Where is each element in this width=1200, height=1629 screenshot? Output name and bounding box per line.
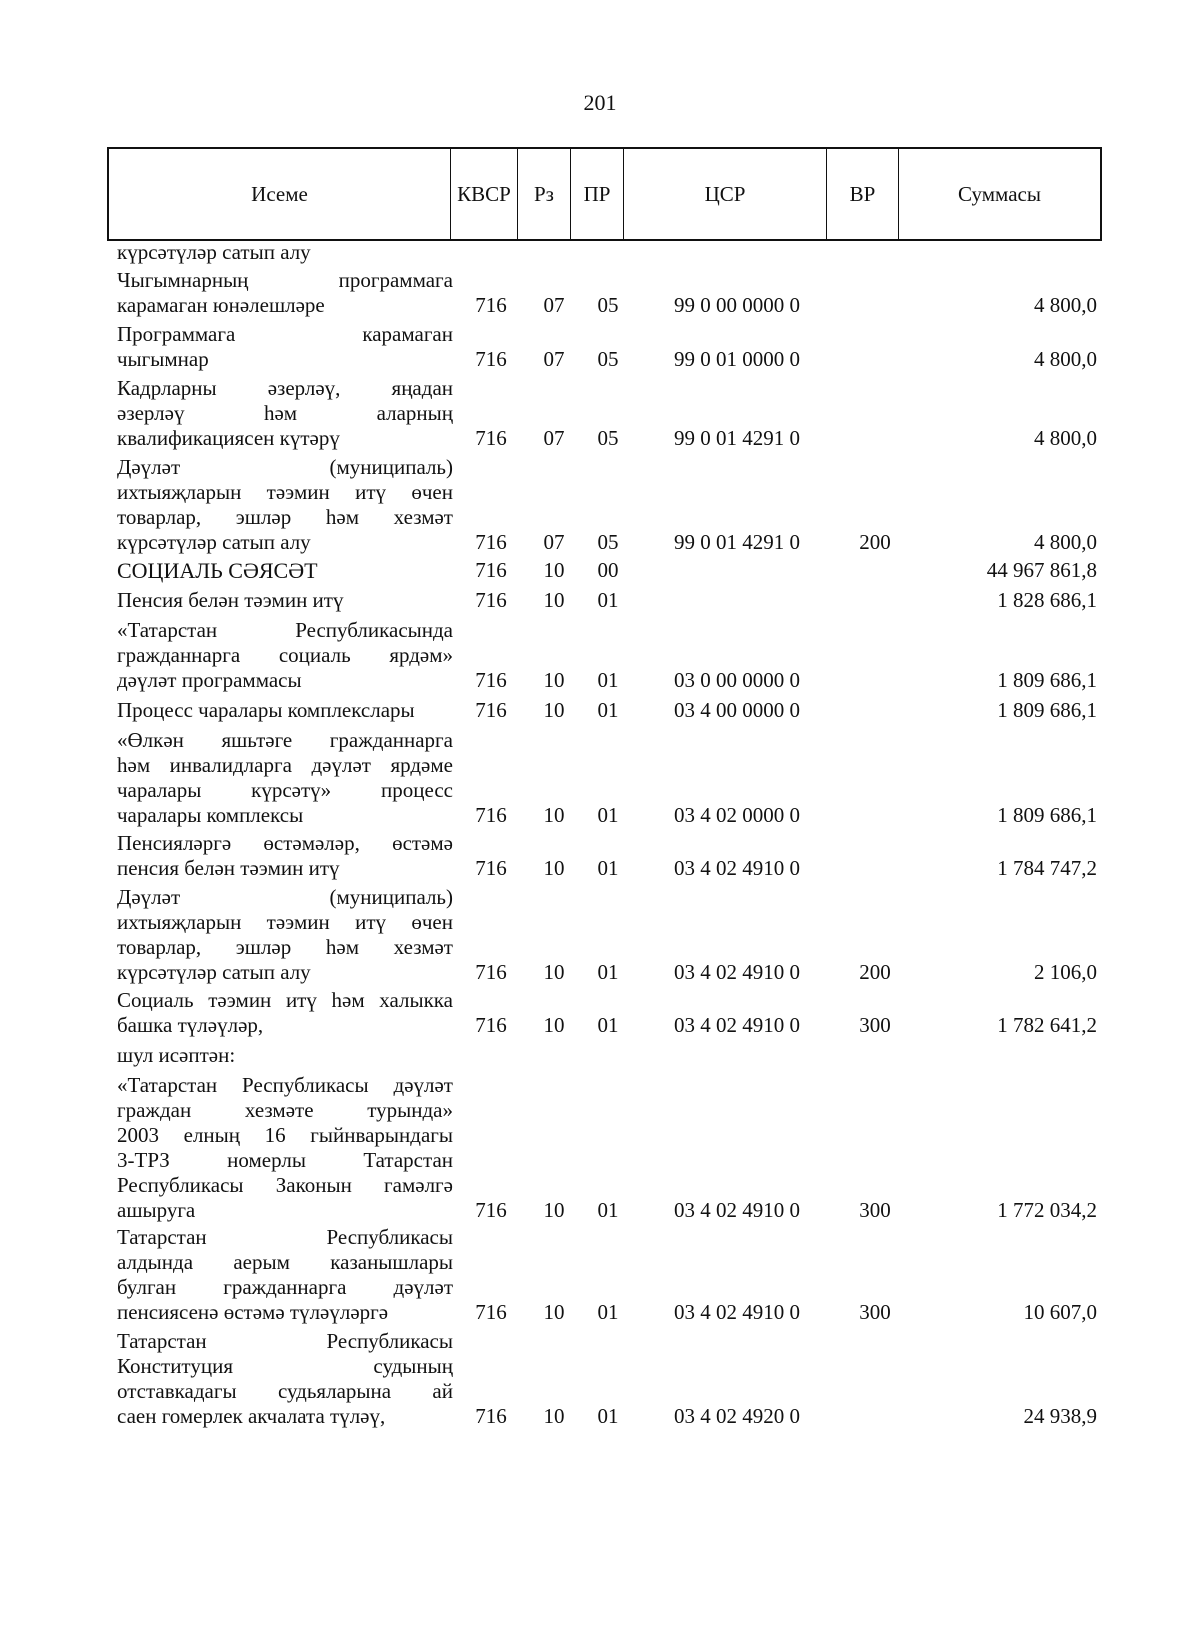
row-kvsr: 716 (475, 1198, 507, 1222)
row-name-line: карамаган юнәлешләре (117, 293, 325, 317)
row-vr (840, 426, 910, 451)
row-name-line: СОЦИАЛЬ СӘЯСӘТ (117, 558, 318, 583)
row-sum: 10 607,0 (1023, 1300, 1097, 1324)
row-name-line: товарлар, эшләр һәм хезмәт (117, 935, 453, 959)
row-sum: 24 938,9 (1023, 1404, 1097, 1428)
row-csr: 99 0 01 0000 0 (674, 347, 800, 371)
header-vr: ВР (827, 149, 899, 239)
row-vr (840, 347, 910, 372)
row-name-line: 2003 елның 16 гыйнварындагы (117, 1123, 453, 1147)
row-name-line: шул исәптән: (117, 1043, 236, 1067)
row-sum: 44 967 861,8 (986, 558, 1097, 582)
row-kvsr: 716 (475, 1300, 507, 1324)
row-kvsr: 716 (475, 588, 507, 612)
row-kvsr: 716 (475, 293, 507, 317)
row-vr (840, 856, 910, 881)
row-rz: 10 (543, 588, 565, 612)
row-pr (582, 240, 634, 265)
row-name-line: чаралары күрсәтү» процесс (117, 778, 453, 802)
row-rz: 10 (543, 856, 565, 880)
row-csr (637, 240, 837, 265)
row-name-line: Татарстан Республикасы (117, 1329, 453, 1353)
row-name-line: күрсәтүләр сатып алу (117, 530, 311, 554)
row-vr (840, 558, 910, 583)
row-vr (840, 803, 910, 828)
row-csr (637, 1043, 837, 1068)
row-name-line: Татарстан Республикасы (117, 1225, 453, 1249)
row-name-line: пенсия белән тәэмин итү (117, 856, 340, 880)
row-csr: 03 0 00 0000 0 (674, 668, 800, 692)
row-kvsr (456, 1043, 526, 1068)
row-pr: 01 (597, 1013, 619, 1037)
row-csr: 99 0 01 4291 0 (674, 426, 800, 450)
row-name-line: 3-ТРЗ номерлы Татарстан (117, 1148, 453, 1172)
row-vr: 300 (859, 1300, 891, 1324)
row-rz (528, 240, 580, 265)
row-name-line: әзерләү һәм аларның (117, 401, 453, 425)
row-name-line: чыгымнар (117, 347, 209, 371)
row-name-line: ашыруга (117, 1198, 196, 1222)
row-name-line: күрсәтүләр сатып алу (117, 240, 311, 264)
row-csr: 03 4 02 0000 0 (674, 803, 800, 827)
row-kvsr: 716 (475, 668, 507, 692)
row-sum: 1 809 686,1 (997, 698, 1097, 722)
row-name-line: чаралары комплексы (117, 803, 304, 827)
row-rz: 07 (543, 530, 565, 554)
header-csr: ЦСР (624, 149, 827, 239)
row-pr: 01 (597, 1300, 619, 1324)
row-rz (528, 1043, 580, 1068)
row-name-line: Пенсия белән тәэмин итү (117, 588, 344, 612)
row-name-line: «Татарстан Республикасы дәүләт (117, 1073, 453, 1097)
row-name-line: дәүләт программасы (117, 668, 302, 692)
header-pr: ПР (571, 149, 624, 239)
row-sum: 1 782 641,2 (997, 1013, 1097, 1037)
row-name-line: Процесс чаралары комплекслары (117, 698, 415, 722)
row-pr: 01 (597, 1198, 619, 1222)
row-pr: 01 (597, 960, 619, 984)
row-sum: 4 800,0 (1034, 530, 1097, 554)
row-sum: 1 828 686,1 (997, 588, 1097, 612)
header-kvsr: КВСР (451, 149, 518, 239)
row-csr: 03 4 02 4910 0 (674, 1300, 800, 1324)
row-vr (840, 698, 910, 723)
row-vr (840, 293, 910, 318)
row-sum: 1 809 686,1 (997, 668, 1097, 692)
row-rz: 10 (543, 803, 565, 827)
row-vr: 200 (859, 960, 891, 984)
row-rz: 10 (543, 1013, 565, 1037)
row-name-line: һәм инвалидларга дәүләт ярдәме (117, 753, 453, 777)
row-vr: 200 (859, 530, 891, 554)
row-csr: 03 4 00 0000 0 (674, 698, 800, 722)
row-name-line: Республикасы Законын гамәлгә (117, 1173, 453, 1197)
row-pr: 01 (597, 588, 619, 612)
row-pr: 01 (597, 1404, 619, 1428)
row-name-line: Программага карамаган (117, 322, 453, 346)
row-name-line: Дәүләт (муниципаль) (117, 455, 453, 479)
row-rz: 10 (543, 960, 565, 984)
row-name-line: квалификациясен күтәрү (117, 426, 340, 450)
row-kvsr: 716 (475, 803, 507, 827)
row-name-line: саен гомерлек акчалата түләү, (117, 1404, 386, 1428)
row-rz: 10 (543, 698, 565, 722)
row-csr: 03 4 02 4910 0 (674, 856, 800, 880)
row-vr: 300 (859, 1198, 891, 1222)
row-pr: 01 (597, 668, 619, 692)
row-pr (582, 1043, 634, 1068)
row-sum: 4 800,0 (1034, 426, 1097, 450)
row-name-line: «Өлкән яшьтәге гражданнарга (117, 728, 453, 752)
row-kvsr: 716 (475, 558, 507, 582)
row-csr: 03 4 02 4910 0 (674, 1013, 800, 1037)
row-rz: 10 (543, 1300, 565, 1324)
row-kvsr (456, 240, 526, 265)
row-vr (840, 668, 910, 693)
row-kvsr: 716 (475, 1013, 507, 1037)
row-kvsr: 716 (475, 347, 507, 371)
row-csr (637, 558, 837, 583)
row-rz: 10 (543, 668, 565, 692)
row-name-line: гражданнарга социаль ярдәм» (117, 643, 453, 667)
row-pr: 01 (597, 698, 619, 722)
header-rz: Рз (518, 149, 571, 239)
row-pr: 01 (597, 803, 619, 827)
row-name-line: товарлар, эшләр һәм хезмәт (117, 505, 453, 529)
row-csr: 99 0 00 0000 0 (674, 293, 800, 317)
row-vr (840, 588, 910, 613)
row-pr: 05 (597, 530, 619, 554)
row-sum: 4 800,0 (1034, 293, 1097, 317)
row-name-line: ихтыяҗларын тәэмин итү өчен (117, 480, 453, 504)
row-kvsr: 716 (475, 530, 507, 554)
row-sum: 4 800,0 (1034, 347, 1097, 371)
row-sum: 2 106,0 (1034, 960, 1097, 984)
row-csr: 03 4 02 4910 0 (674, 1198, 800, 1222)
row-name-line: Пенсияләргә өстәмәләр, өстәмә (117, 831, 453, 855)
row-kvsr: 716 (475, 1404, 507, 1428)
header-name: Исеме (109, 149, 451, 239)
row-name-line: Чыгымнарның программага (117, 268, 453, 292)
row-sum: 1 809 686,1 (997, 803, 1097, 827)
row-name-line: граждан хезмәте турында» (117, 1098, 453, 1122)
row-name-line: Конституция судының (117, 1354, 453, 1378)
row-rz: 07 (543, 426, 565, 450)
row-kvsr: 716 (475, 960, 507, 984)
row-vr (840, 1043, 910, 1068)
row-sum (912, 240, 1097, 265)
row-rz: 07 (543, 347, 565, 371)
row-sum: 1 784 747,2 (997, 856, 1097, 880)
row-pr: 05 (597, 426, 619, 450)
row-pr: 00 (597, 558, 619, 582)
row-name-line: отставкадагы судьяларына ай (117, 1379, 453, 1403)
row-vr (840, 240, 910, 265)
row-rz: 07 (543, 293, 565, 317)
row-rz: 10 (543, 1198, 565, 1222)
row-name-line: күрсәтүләр сатып алу (117, 960, 311, 984)
row-name-line: Социаль тәэмин итү һәм халыкка (117, 988, 453, 1012)
row-csr (637, 588, 837, 613)
table-header (107, 147, 1102, 241)
row-vr (840, 1404, 910, 1429)
row-name-line: булган гражданнарга дәүләт (117, 1275, 453, 1299)
header-sum: Суммасы (958, 181, 1041, 206)
row-name-line: «Татарстан Республикасында (117, 618, 453, 642)
row-name-line: алдында аерым казанышлары (117, 1250, 453, 1274)
row-rz: 10 (543, 558, 565, 582)
row-sum: 1 772 034,2 (997, 1198, 1097, 1222)
row-kvsr: 716 (475, 856, 507, 880)
row-csr: 03 4 02 4920 0 (674, 1404, 800, 1428)
row-name-line: пенсиясенә өстәмә түләүләргә (117, 1300, 389, 1324)
row-kvsr: 716 (475, 426, 507, 450)
row-name-line: Дәүләт (муниципаль) (117, 885, 453, 909)
row-name-line: башка түләүләр, (117, 1013, 264, 1037)
row-kvsr: 716 (475, 698, 507, 722)
row-vr: 300 (859, 1013, 891, 1037)
row-pr: 05 (597, 293, 619, 317)
row-csr: 99 0 01 4291 0 (674, 530, 800, 554)
page-number: 201 (583, 90, 617, 115)
row-sum (912, 1043, 1097, 1068)
row-name-line: ихтыяҗларын тәэмин итү өчен (117, 910, 453, 934)
row-pr: 05 (597, 347, 619, 371)
row-rz: 10 (543, 1404, 565, 1428)
row-name-line: Кадрларны әзерләү, яңадан (117, 376, 453, 400)
row-csr: 03 4 02 4910 0 (674, 960, 800, 984)
row-pr: 01 (597, 856, 619, 880)
